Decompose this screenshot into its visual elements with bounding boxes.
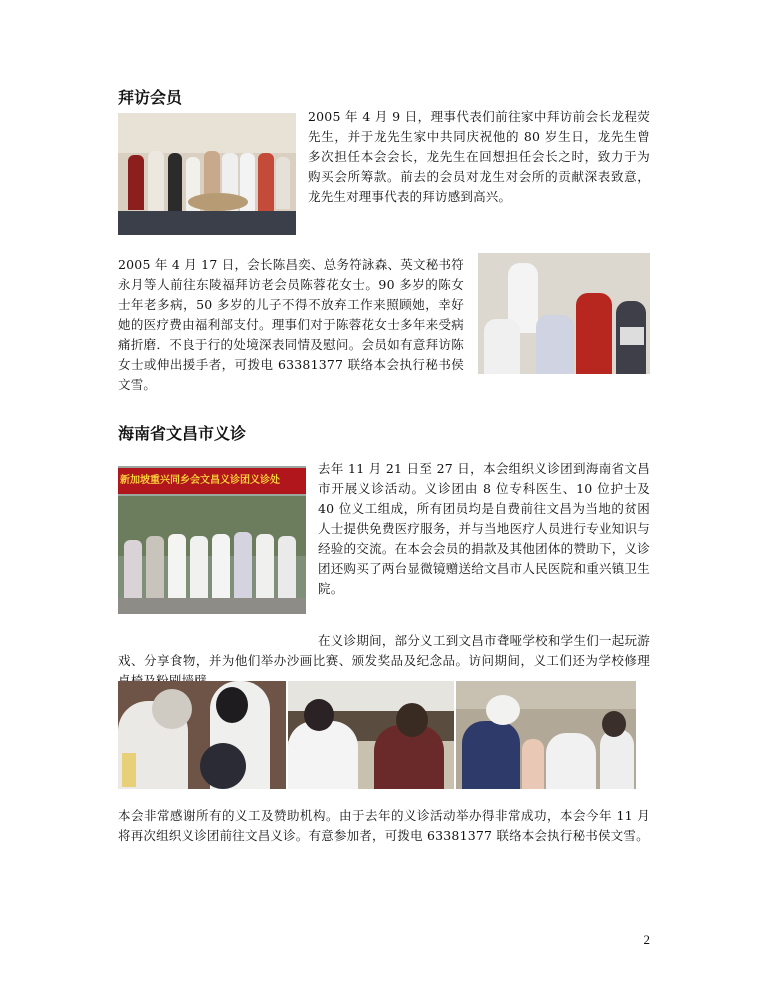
paragraph-visit-chen: 2005 年 4 月 17 日，会长陈昌奕、总务符詠森、英文秘书符永月等人前往东陵福拜访老会员陈蓉花女士。90 多岁的陈女士年老多病，50 多岁的儿子不得不放弃工作来照顾她，幸好她的医疗费由福利部支付。理事们对于陈蓉花女士多年来受病痛折磨．不良于行的处境深表同情及慰问。会员如有意拜访陈女士或伸出援手者，可拨电 63381377 联络本会执行秘书侯文雪。 — [118, 257, 464, 392]
section-title-wenchang-clinic: 海南省文昌市义诊 — [118, 424, 247, 443]
paragraph-clinic-intro: 去年 11 月 21 日至 27 日，本会组织义诊团到海南省文昌市开展义诊活动。义诊团由 8 位专科医生、10 位护士及 40 位义工组成，所有团员均是自费前往文昌为当地的贫困人士提供免费医疗服务，并与当地医疗人员进行专业知识与经验的交流。在本会会员的捐款及其他团体的赞助下，义诊团还购买了两台显微镜赠送给文昌市人民医院和重兴镇卫生院。 — [318, 461, 650, 596]
photo-birthday-group — [118, 113, 296, 235]
paragraph-visit-long: 2005 年 4 月 9 日，理事代表们前往家中拜访前会长龙程荧先生，并于龙先生家中共同庆祝他的 80 岁生日，龙先生曾多次担任本会会长，龙先生在回想担任会长之时，致力于为购买会所筹款。前去的会员对龙生对会所的贡献深表致意，龙先生对理事代表的拜访感到高兴。 — [308, 109, 650, 204]
photo-clinic-team — [118, 466, 306, 614]
section-title-visit-members: 拜访会员 — [118, 88, 183, 107]
paragraph-thanks: 本会非常感谢所有的义工及赞助机构。由于去年的义诊活动举办得非常成功，本会今年 11 月将再次组织义诊团前往文昌义诊。有意参加者，可拨电 63381377 联络本会执行秘书侯文雪。 — [118, 808, 650, 843]
banner-text: 新加坡重兴同乡会文昌义诊团义诊处 — [120, 475, 280, 486]
paragraph-clinic-school: 在义诊期间，部分义工到文昌市聋哑学校和学生们一起玩游戏、分享食物，并为他们举办沙画比赛、颁发奖品及纪念品。访问期间，义工们还为学校修理 — [118, 633, 650, 668]
photo-clinic-exam-2 — [288, 681, 454, 789]
photo-elderly-visit — [478, 253, 650, 374]
page-number: 2 — [643, 932, 650, 947]
photo-clinic-exam-1 — [118, 681, 286, 789]
photo-clinic-exam-3 — [456, 681, 636, 789]
